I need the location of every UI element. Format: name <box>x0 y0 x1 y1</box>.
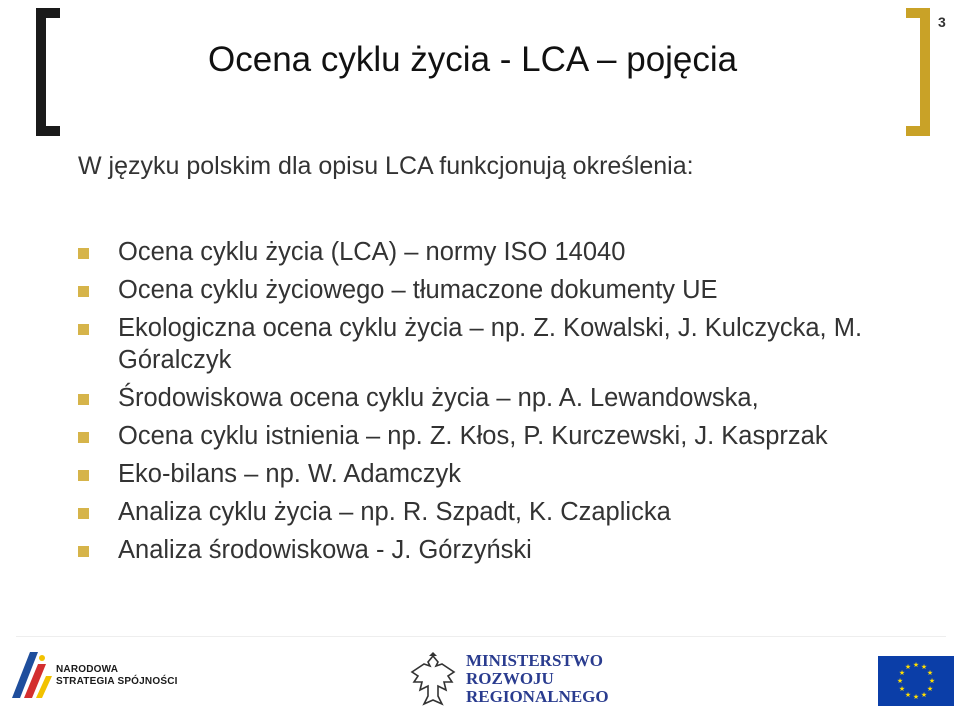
ministry-line-3: REGIONALNEGO <box>466 687 609 706</box>
footer-divider <box>16 636 946 637</box>
slide-title: Ocena cyklu życia - LCA – pojęcia <box>208 40 738 79</box>
nss-logo-text <box>56 664 178 688</box>
ministry-line-2: ROZWOJU <box>466 669 554 688</box>
eagle-emblem-icon <box>408 652 458 708</box>
bullet-list <box>78 236 908 572</box>
svg-text:★: ★ <box>920 691 928 699</box>
svg-text:★: ★ <box>912 693 920 701</box>
svg-text:★: ★ <box>926 669 934 677</box>
bullet-item: Eko-bilans – np. W. Adamczyk <box>78 458 908 490</box>
intro-text: W języku polskim dla opisu LCA funkcjonują określenia: <box>78 152 694 180</box>
nss-line-1: NARODOWA <box>56 664 119 675</box>
eu-flag-icon <box>878 656 954 706</box>
nss-line-2: STRATEGIA SPÓJNOŚCI <box>56 676 178 687</box>
ministry-line-1: MINISTERSTWO <box>466 651 603 670</box>
svg-text:★: ★ <box>904 691 912 699</box>
svg-text:★: ★ <box>912 661 920 669</box>
svg-text:★: ★ <box>928 677 936 685</box>
bullet-item: Środowiskowa ocena cyklu życia – np. A. Lewandowska, <box>78 382 908 414</box>
page-number: 3 <box>938 14 946 30</box>
svg-text:★: ★ <box>920 663 928 671</box>
ministry-name <box>466 652 609 706</box>
right-bracket-decoration <box>906 8 930 136</box>
bullet-item: Ocena cyklu istnienia – np. Z. Kłos, P. Kurczewski, J. Kasprzak <box>78 420 908 452</box>
bullet-item: Analiza środowiskowa - J. Górzyński <box>78 534 908 566</box>
bullet-item: Ocena cyklu życia (LCA) – normy ISO 14040 <box>78 236 908 268</box>
svg-text:★: ★ <box>904 663 912 671</box>
bullet-item: Analiza cyklu życia – np. R. Szpadt, K. Czaplicka <box>78 496 908 528</box>
svg-text:★: ★ <box>898 669 906 677</box>
bullet-item: Ekologiczna ocena cyklu życia – np. Z. Kowalski, J. Kulczycka, M. Góralczyk <box>78 312 908 376</box>
svg-text:★: ★ <box>926 685 934 693</box>
svg-text:★: ★ <box>896 677 904 685</box>
left-bracket-decoration <box>36 8 60 136</box>
svg-text:★: ★ <box>898 685 906 693</box>
bullet-item: Ocena cyklu życiowego – tłumaczone dokumenty UE <box>78 274 908 306</box>
